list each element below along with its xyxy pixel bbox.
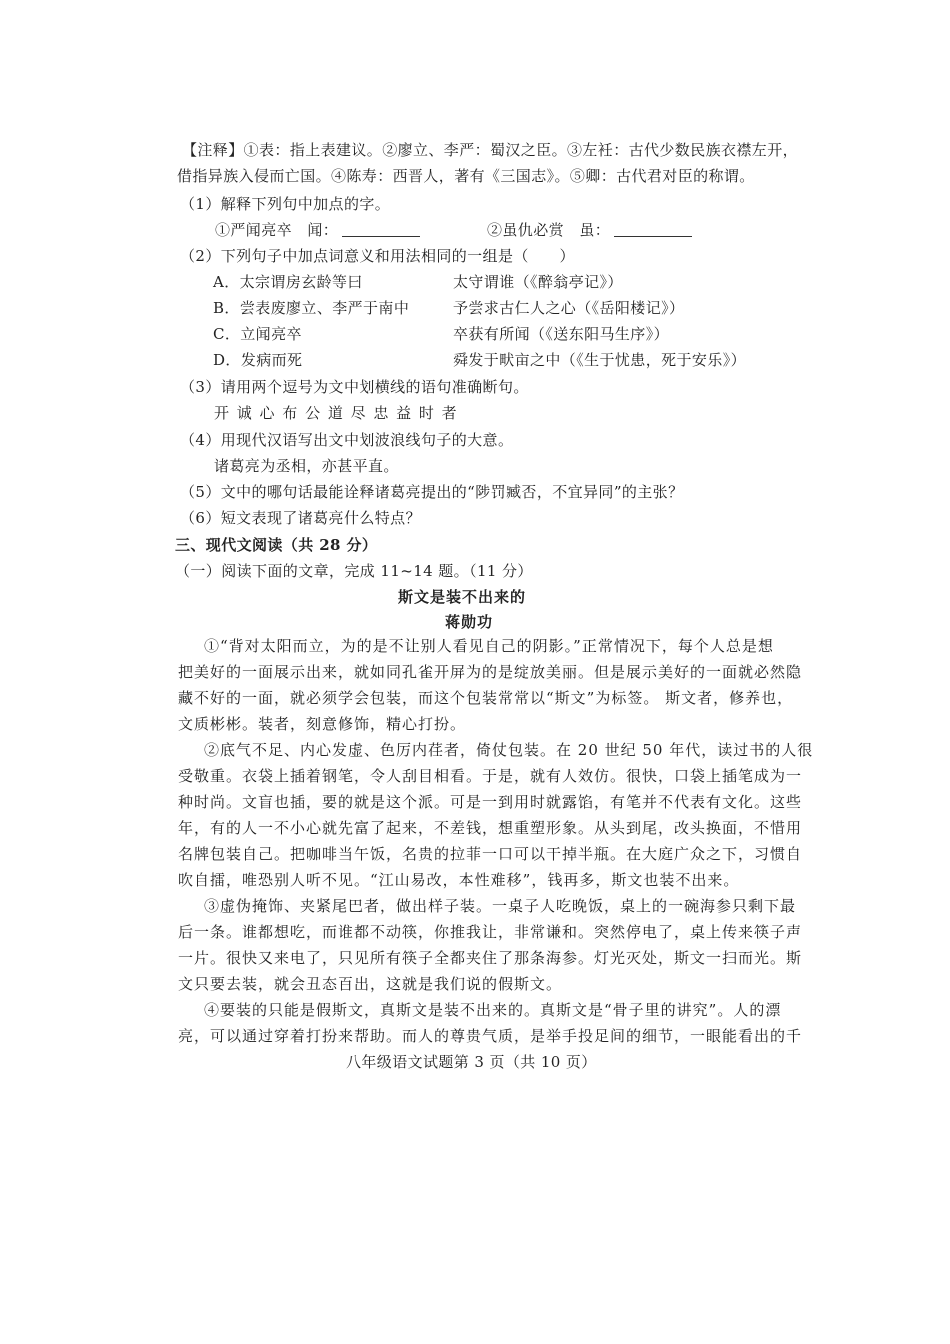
option-b-right: 予尝求古仁人之心（《岳阳楼记》） — [453, 299, 685, 317]
section-3-subtitle: （一）阅读下面的文章，完成 11~14 题。（11 分） — [175, 562, 533, 580]
article-line: 种时尚。文盲也插，要的就是这个派。可是一到用时就露馅，有笔并不代表有文化。这些 — [178, 793, 803, 811]
question-1a — [215, 220, 420, 240]
option-c-right: 卒获有所闻（《送东阳马生序》） — [453, 325, 670, 343]
option-a-right: 太守谓谁（《醉翁亭记》） — [453, 273, 623, 291]
question-1b-text: ②虽仇必赏 虽： — [487, 221, 611, 239]
option-c-left: C．立闻亮卒 — [213, 325, 302, 343]
question-4-title: （4）用现代汉语写出文中划波浪线句子的大意。 — [180, 431, 514, 449]
answer-blank-1b[interactable] — [614, 222, 692, 237]
option-d-left: D．发病而死 — [213, 351, 303, 369]
article-line: 藏不好的一面，就必须学会包装，而这个包装常常以“斯文”为标签。 斯文者，修养也， — [178, 689, 794, 707]
question-3-title: （3）请用两个逗号为文中划横线的语句准确断句。 — [180, 378, 529, 396]
section-3-title: 三、现代文阅读（共 28 分） — [175, 536, 378, 554]
question-4-text: 诸葛亮为丞相，亦甚平直。 — [214, 457, 399, 475]
article-line: 受敬重。衣袋上插着钢笔，令人刮目相看。于是，就有人效仿。很快，口袋上插笔成为一 — [178, 767, 803, 785]
article-line: 文只要去装，就会丑态百出，这就是我们说的假斯文。 — [178, 975, 563, 993]
article-line: 亮，可以通过穿着打扮来帮助。而人的尊贵气质，是举手投足间的细节，一眼能看出的千 — [178, 1027, 803, 1045]
question-1b — [487, 220, 692, 240]
page-footer: 八年级语文试题第 3 页（共 10 页） — [346, 1053, 597, 1071]
option-d-right: 舜发于畎亩之中（《生于忧患，死于安乐》） — [453, 351, 747, 369]
article-line: 名牌包装自己。把咖啡当午饭，名贵的拉菲一口可以干掉半瓶。在大庭广众之下，习惯自 — [178, 845, 803, 863]
answer-blank-1a[interactable] — [342, 222, 420, 237]
option-a-left: A．太宗谓房玄龄等曰 — [213, 273, 363, 291]
article-line: 吹自擂，唯恐别人听不见。“江山易改，本性难移”，钱再多，斯文也装不出来。 — [178, 871, 740, 889]
question-1-title: （1）解释下列句中加点的字。 — [180, 195, 391, 213]
article-line: ④要装的只能是假斯文，真斯文是装不出来的。真斯文是“骨子里的讲究”。人的漂 — [204, 1001, 782, 1019]
article-line: 文质彬彬。装者，刻意修饰，精心打扮。 — [178, 715, 467, 733]
article-title: 斯文是装不出来的 — [398, 588, 527, 606]
notes-line-1: 【注释】①表：指上表建议。②廖立、李严：蜀汉之臣。③左衽：古代少数民族衣襟左开， — [182, 141, 799, 159]
question-5-title: （5）文中的哪句话最能诠释诸葛亮提出的“陟罚臧否，不宜异同”的主张？ — [180, 483, 684, 501]
article-line: ③虚伪掩饰、夹紧尾巴者，做出样子装。一桌子人吃晚饭，桌上的一碗海参只剩下最 — [204, 897, 797, 915]
question-1a-text: ①严闻亮卒 闻： — [215, 221, 339, 239]
option-b-left: B．尝表废廖立、李严于南中 — [213, 299, 410, 317]
question-2-title: （2）下列句子中加点词意义和用法相同的一组是（ ） — [180, 247, 575, 265]
article-line: ②底气不足、内心发虚、色厉内荏者，倚仗包装。在 20 世纪 50 年代，读过书的人很 — [204, 741, 814, 759]
question-6-title: （6）短文表现了诸葛亮什么特点？ — [180, 509, 421, 527]
question-3-text: 开 诚 心 布 公 道 尽 忠 益 时 者 — [214, 404, 459, 422]
notes-line-2: 借指异族入侵而亡国。④陈寿：西晋人，著有《三国志》。⑤卿：古代君对臣的称谓。 — [177, 167, 755, 185]
article-line: ①“背对太阳而立，为的是不让别人看见自己的阴影。”正常情况下，每个人总是想 — [204, 637, 774, 655]
article-line: 把美好的一面展示出来，就如同孔雀开屏为的是绽放美丽。但是展示美好的一面就必然隐 — [178, 663, 803, 681]
article-line: 年，有的人一不小心就先富了起来，不差钱，想重塑形象。从头到尾，改头换面，不惜用 — [178, 819, 803, 837]
article-author: 蒋勋功 — [445, 613, 494, 631]
article-line: 一片。很快又来电了，只见所有筷子全都夹住了那条海参。灯光灭处，斯文一扫而光。斯 — [178, 949, 803, 967]
article-line: 后一条。谁都想吃，而谁都不动筷，你推我让，非常谦和。突然停电了，桌上传来筷子声 — [178, 923, 803, 941]
